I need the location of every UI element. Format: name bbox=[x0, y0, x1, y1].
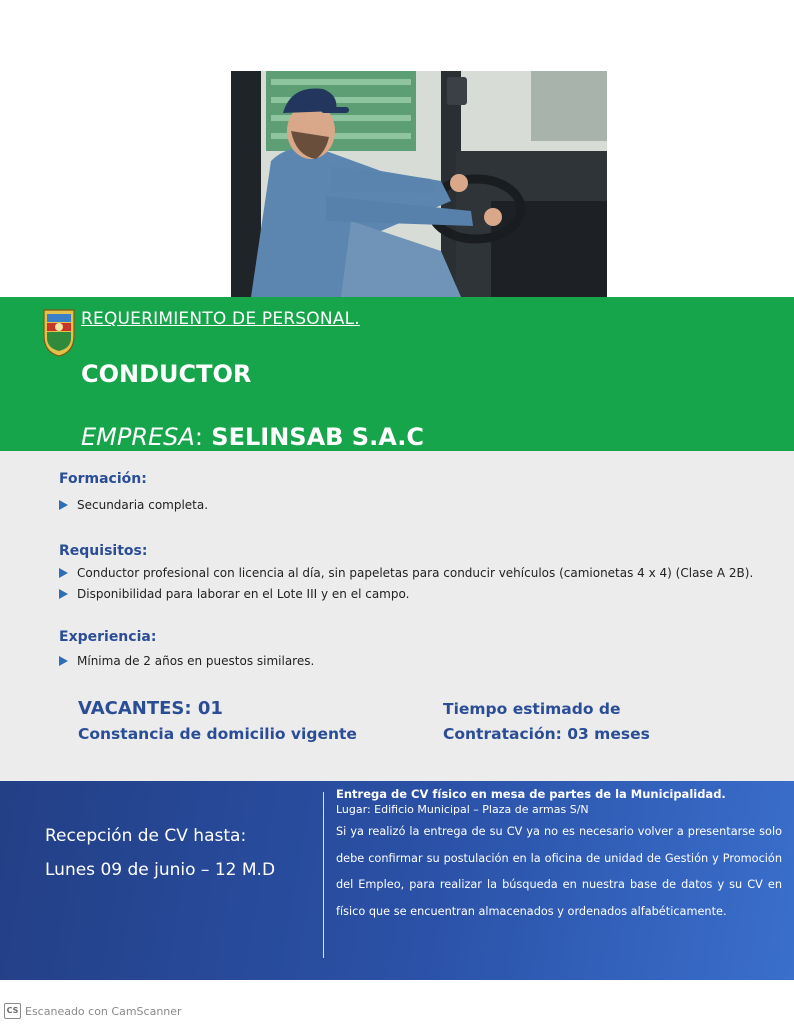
divider bbox=[323, 792, 324, 958]
list-item bbox=[59, 654, 314, 668]
requirement-title: REQUERIMIENTO DE PERSONAL. bbox=[81, 309, 360, 329]
requisitos-item: Conductor profesional con licencia al día, sin papeletas para conducir vehículos (camionetas 4 x 4) (Clase A 2B). bbox=[77, 566, 754, 580]
delivery-heading: Entrega de CV físico en mesa de partes de la Municipalidad. bbox=[336, 787, 726, 801]
triangle-bullet-icon bbox=[59, 656, 68, 666]
tiempo-line1: Tiempo estimado de bbox=[443, 700, 621, 718]
camscanner-icon: CS bbox=[4, 1003, 21, 1019]
formacion-item: Secundaria completa. bbox=[77, 498, 209, 512]
requisitos-title: Requisitos: bbox=[59, 543, 148, 559]
vacantes-text: VACANTES: 01 bbox=[78, 698, 223, 719]
delivery-location: Lugar: Edificio Municipal – Plaza de armas S/N bbox=[336, 803, 589, 816]
experiencia-item: Mínima de 2 años en puestos similares. bbox=[77, 654, 315, 668]
triangle-bullet-icon bbox=[59, 589, 68, 599]
requisitos-item: Disponibilidad para laborar en el Lote III y en el campo. bbox=[77, 587, 410, 601]
delivery-note: Si ya realizó la entrega de su CV ya no es necesario volver a presentarse solo debe confirmar su postulación en la oficina de unidad de Gestión y Promoción del Empleo, para realizar la búsqueda en nuestra base de datos y su CV en físico que se encuentran almacenados y ordenados alfabéticamente. bbox=[336, 825, 782, 918]
formacion-title: Formación: bbox=[59, 471, 147, 487]
cv-delivery-info bbox=[336, 786, 782, 925]
constancia-text: Constancia de domicilio vigente bbox=[78, 725, 357, 743]
reception-deadline-label: Recepción de CV hasta: bbox=[45, 826, 247, 846]
tiempo-line2: Contratación: 03 meses bbox=[443, 725, 650, 743]
scanner-footer bbox=[4, 1003, 182, 1019]
job-title: CONDUCTOR bbox=[81, 360, 252, 388]
scanner-text: Escaneado con CamScanner bbox=[25, 1004, 182, 1018]
triangle-bullet-icon bbox=[59, 568, 68, 578]
reception-deadline-date: Lunes 09 de junio – 12 M.D bbox=[45, 860, 276, 880]
triangle-bullet-icon bbox=[59, 500, 68, 510]
truck-driver-photo bbox=[231, 71, 607, 297]
municipal-crest-icon bbox=[40, 306, 78, 358]
company-label: EMPRESA bbox=[81, 423, 195, 451]
list-item bbox=[59, 566, 753, 580]
company-line: EMPRESA: SELINSAB S.A.C bbox=[81, 423, 424, 451]
list-item bbox=[59, 587, 409, 601]
experiencia-title: Experiencia: bbox=[59, 629, 157, 645]
company-name: SELINSAB S.A.C bbox=[202, 423, 424, 451]
list-item bbox=[59, 498, 208, 512]
